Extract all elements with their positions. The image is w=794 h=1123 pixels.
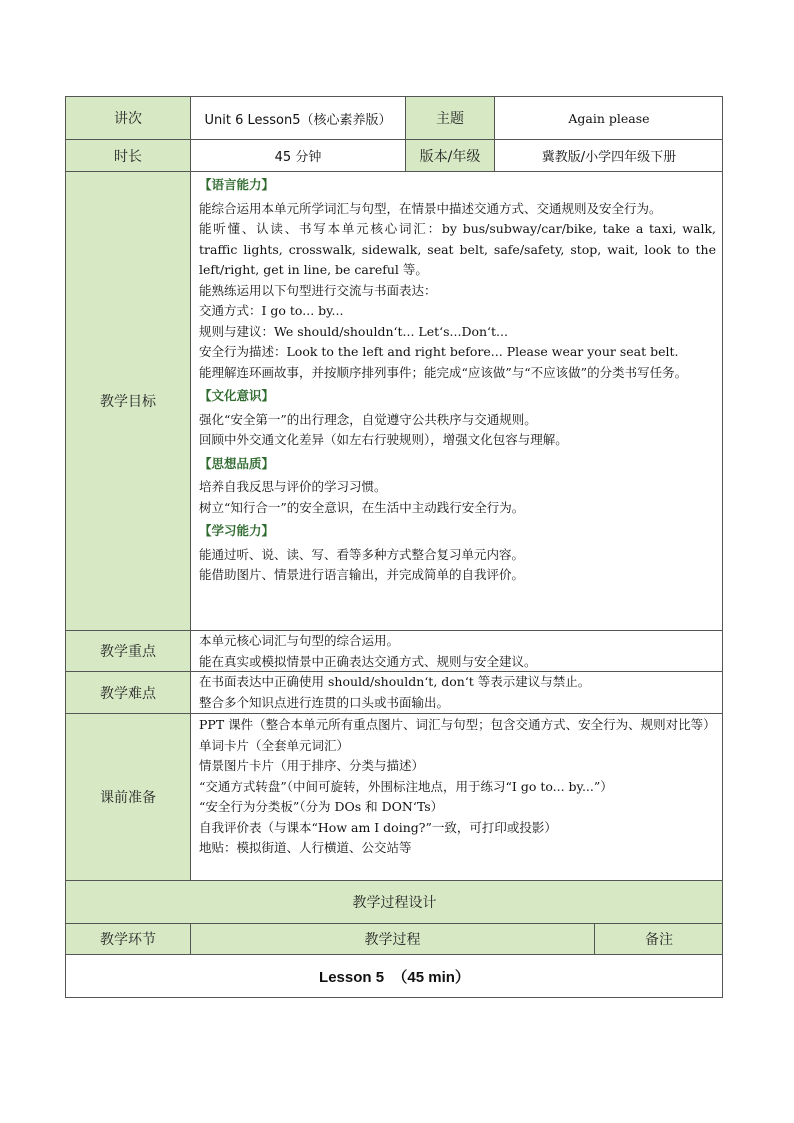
language-line: 规则与建议：We should/shouldn‘t... Let‘s...Don‘t... [199, 323, 508, 339]
preparation-content [190, 713, 723, 880]
difficulty-line: 整合多个知识点进行连贯的口头或书面输出。 [199, 694, 450, 710]
preparation-line: 情景图片卡片（用于排序、分类与描述） [199, 758, 425, 773]
preparation-line: 自我评价表（与课本“How am I doing?”一致，可打印或投影） [199, 819, 557, 835]
topic-value: Again please [494, 96, 723, 139]
language-line: 能听懂、认读、书写本单元核心词汇：by bus/subway/car/bike, take a taxi, walk, traffic lights, crosswalk, sidewalk, seat belt, safe/safety, stop, wait, look to the left/right, get in line, be careful 等。 [199, 221, 716, 277]
culture-line: 回顾中外交通文化差异（如左右行驶规则），增强文化包容与理解。 [199, 432, 568, 447]
edition-value: 冀教版/小学四年级下册 [494, 139, 723, 171]
topic-label: 主题 [405, 96, 494, 139]
objectives-label: 教学目标 [65, 171, 190, 630]
language-line: 安全行为描述：Look to the left and right before... Please wear your seat belt. [199, 344, 679, 359]
culture-line: 强化“安全第一”的出行理念，自觉遵守公共秩序与交通规则。 [199, 411, 537, 427]
thinking-line: 树立“知行合一”的安全意识，在生活中主动践行安全行为。 [199, 499, 525, 515]
difficulties-label: 教学难点 [65, 671, 190, 713]
duration-label: 时长 [65, 139, 190, 171]
session-value: Unit 6 Lesson5（核心素养版） [190, 96, 405, 139]
stage-column-header: 教学环节 [65, 923, 190, 954]
preparation-line: 单词卡片（全套单元词汇） [199, 737, 350, 753]
learning-line: 能通过听、说、读、写、看等多种方式整合复习单元内容。 [199, 546, 525, 562]
lesson-heading: Lesson 5 （45 min） [65, 954, 723, 998]
notes-column-header: 备注 [594, 923, 723, 954]
culture-heading: 【文化意识】 [199, 388, 275, 403]
process-title: 教学过程设计 [65, 880, 723, 923]
thinking-line: 培养自我反思与评价的学习习惯。 [199, 479, 387, 494]
language-line: 交通方式：I go to... by... [199, 303, 344, 318]
objectives-content [190, 171, 723, 630]
key-point-line: 本单元核心词汇与句型的综合运用。 [199, 633, 400, 648]
difficulties-content [190, 671, 723, 713]
key-points-label: 教学重点 [65, 630, 190, 671]
preparation-label: 课前准备 [65, 713, 190, 880]
duration-value: 45 分钟 [190, 139, 405, 171]
language-line: 能理解连环画故事，并按顺序排列事件；能完成“应该做”与“不应该做”的分类书写任务。 [199, 364, 688, 380]
lesson-plan-table [65, 96, 723, 998]
key-points-content [190, 630, 723, 671]
language-heading: 【语言能力】 [199, 177, 275, 192]
language-line: 能熟练运用以下句型进行交流与书面表达： [199, 282, 437, 298]
session-label: 讲次 [65, 96, 190, 139]
preparation-line: “安全行为分类板”（分为 DOs 和 DON‘Ts） [199, 799, 444, 814]
preparation-line: “交通方式转盘”（中间可旋转，外围标注地点，用于练习“I go to... by...”） [199, 778, 613, 794]
preparation-line: PPT 课件（整合本单元所有重点图片、词汇与句型；包含交通方式、安全行为、规则对比等） [199, 717, 716, 732]
key-point-line: 能在真实或模拟情景中正确表达交通方式、规则与安全建议。 [199, 653, 537, 669]
process-column-header: 教学过程 [190, 923, 594, 954]
language-line: 能综合运用本单元所学词汇与句型，在情景中描述交通方式、交通规则及安全行为。 [199, 200, 662, 216]
preparation-line: 地贴：模拟街道、人行横道、公交站等 [199, 840, 412, 855]
thinking-heading: 【思想品质】 [199, 455, 275, 471]
edition-label: 版本/年级 [405, 139, 494, 171]
learning-line: 能借助图片、情景进行语言输出，并完成简单的自我评价。 [199, 567, 525, 582]
learning-heading: 【学习能力】 [199, 523, 275, 538]
difficulty-line: 在书面表达中正确使用 should/shouldn‘t, don‘t 等表示建议与禁止。 [199, 674, 591, 689]
